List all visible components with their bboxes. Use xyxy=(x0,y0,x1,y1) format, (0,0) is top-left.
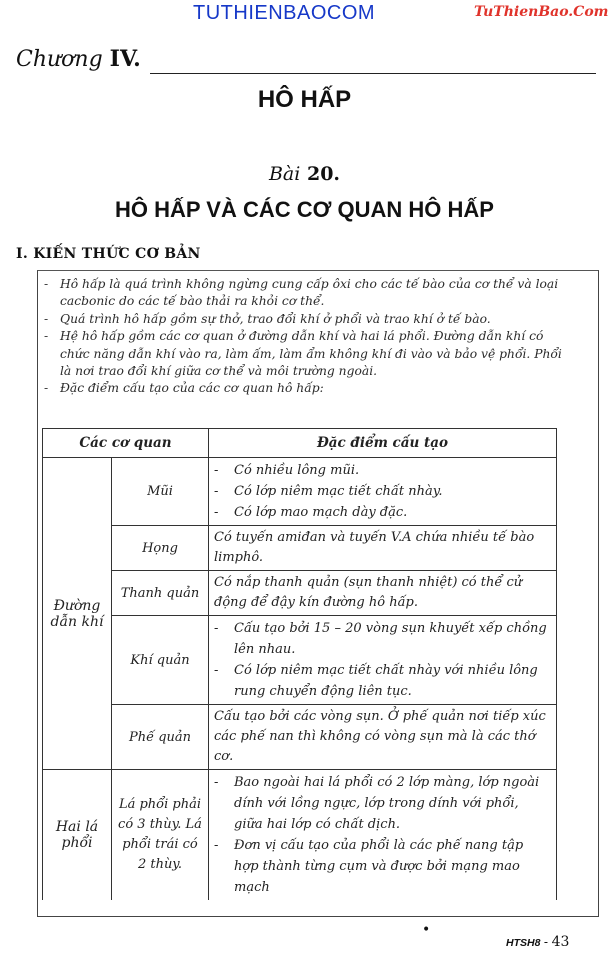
bullet-item: - Hệ hô hấp gồm các cơ quan ở đường dẫn khí và hai lá phổi. Đường dẫn khí có chức năng dẫn khí vào ra, làm ấm, làm ẩm không khí đi vào và bảo vệ phổi. Phổi là nơi trao đổi khí giữa cơ thể và môi trường ngoài. xyxy=(44,328,569,380)
feature-item: - Có lớp niêm mạc tiết chất nhày với nhiều lông rung chuyển động liên tục. xyxy=(214,660,551,702)
table-row xyxy=(43,526,557,571)
page-number: 43 xyxy=(551,934,570,950)
features-trachea xyxy=(209,616,557,705)
group-lungs: Hai lá phổi xyxy=(43,770,112,901)
chapter-prefix: Chương xyxy=(16,47,103,72)
lesson-title: HÔ HẤP VÀ CÁC CƠ QUAN HÔ HẤP xyxy=(115,197,494,222)
organ-pharynx: Họng xyxy=(112,526,209,571)
feature-item: - Có nhiều lông mũi. xyxy=(214,460,551,481)
table-row xyxy=(43,616,557,705)
site-name[interactable]: TUTHIENBAOCOM xyxy=(193,2,376,24)
chapter-title: HÔ HẤP xyxy=(257,86,352,113)
features-bronchi: Cấu tạo bởi các vòng sụn. Ở phế quản nơi tiếp xúc các phế nan thì không có vòng sụn mà là các thớ cơ. xyxy=(209,705,557,770)
features-lungs xyxy=(209,770,557,901)
lesson-num: 20. xyxy=(306,163,341,185)
organ-nose: Mũi xyxy=(112,458,209,526)
book-code: HTSH8 xyxy=(506,937,541,949)
summary-bullets xyxy=(44,276,569,398)
feature-item: - Bao ngoài hai lá phổi có 2 lớp màng, lớp ngoài dính với lồng ngực, lớp trong dính với phổi, giữa hai lớp có chất dịch. xyxy=(214,772,551,835)
organ-lungs: Lá phổi phải có 3 thùy. Lá phổi trái có 2 thùy. xyxy=(112,770,209,901)
organ-structure-table xyxy=(42,428,557,900)
bullet-item: - Quá trình hô hấp gồm sự thở, trao đổi khí ở phổi và trao khí ở tế bào. xyxy=(44,311,569,328)
header-features: Đặc điểm cấu tạo xyxy=(209,429,557,458)
lesson-prefix: Bài xyxy=(268,163,301,185)
table-row xyxy=(43,770,557,901)
footer-separator: - xyxy=(543,935,549,949)
feature-item: - Có lớp niêm mạc tiết chất nhày. xyxy=(214,481,551,502)
features-pharynx: Có tuyến amiđan và tuyến V.A chứa nhiều tế bào limphô. xyxy=(209,526,557,571)
feature-item: - Đơn vị cấu tạo của phổi là các phế nang tập hợp thành từng cụm và được bởi mạng mao mạch xyxy=(214,835,551,898)
page-footer xyxy=(506,934,569,950)
organ-trachea: Khí quản xyxy=(112,616,209,705)
site-header xyxy=(0,2,609,30)
feature-item: - Cấu tạo bởi 15 – 20 vòng sụn khuyết xếp chồng lên nhau. xyxy=(214,618,551,660)
feature-item: - Có lớp mao mạch dày đặc. xyxy=(214,502,551,523)
header-organs: Các cơ quan xyxy=(43,429,209,458)
bullet-item: - Đặc điểm cấu tạo của các cơ quan hô hấp: xyxy=(44,380,569,397)
chapter-number: IV. xyxy=(109,46,141,72)
features-larynx: Có nắp thanh quản (sụn thanh nhiệt) có thể cử động để đậy kín đường hô hấp. xyxy=(209,571,557,616)
bullet-item: - Hô hấp là quá trình không ngừng cung cấp ôxi cho các tế bào của cơ thể và loại cacbonic do các tế bào thải ra khỏi cơ thể. xyxy=(44,276,569,311)
table-row xyxy=(43,458,557,526)
chapter-label xyxy=(16,46,141,72)
table-row xyxy=(43,571,557,616)
table-header-row xyxy=(43,429,557,458)
table-row xyxy=(43,705,557,770)
organ-larynx: Thanh quản xyxy=(112,571,209,616)
watermark-logo: TuThienBao.Com xyxy=(474,4,609,20)
organ-bronchi: Phế quản xyxy=(112,705,209,770)
print-mark: • xyxy=(422,922,431,938)
section-heading: I. KIẾN THỨC CƠ BẢN xyxy=(16,246,201,262)
chapter-divider xyxy=(150,73,596,74)
lesson-number xyxy=(0,163,609,185)
group-airway: Đường dẫn khí xyxy=(43,458,112,770)
features-nose xyxy=(209,458,557,526)
